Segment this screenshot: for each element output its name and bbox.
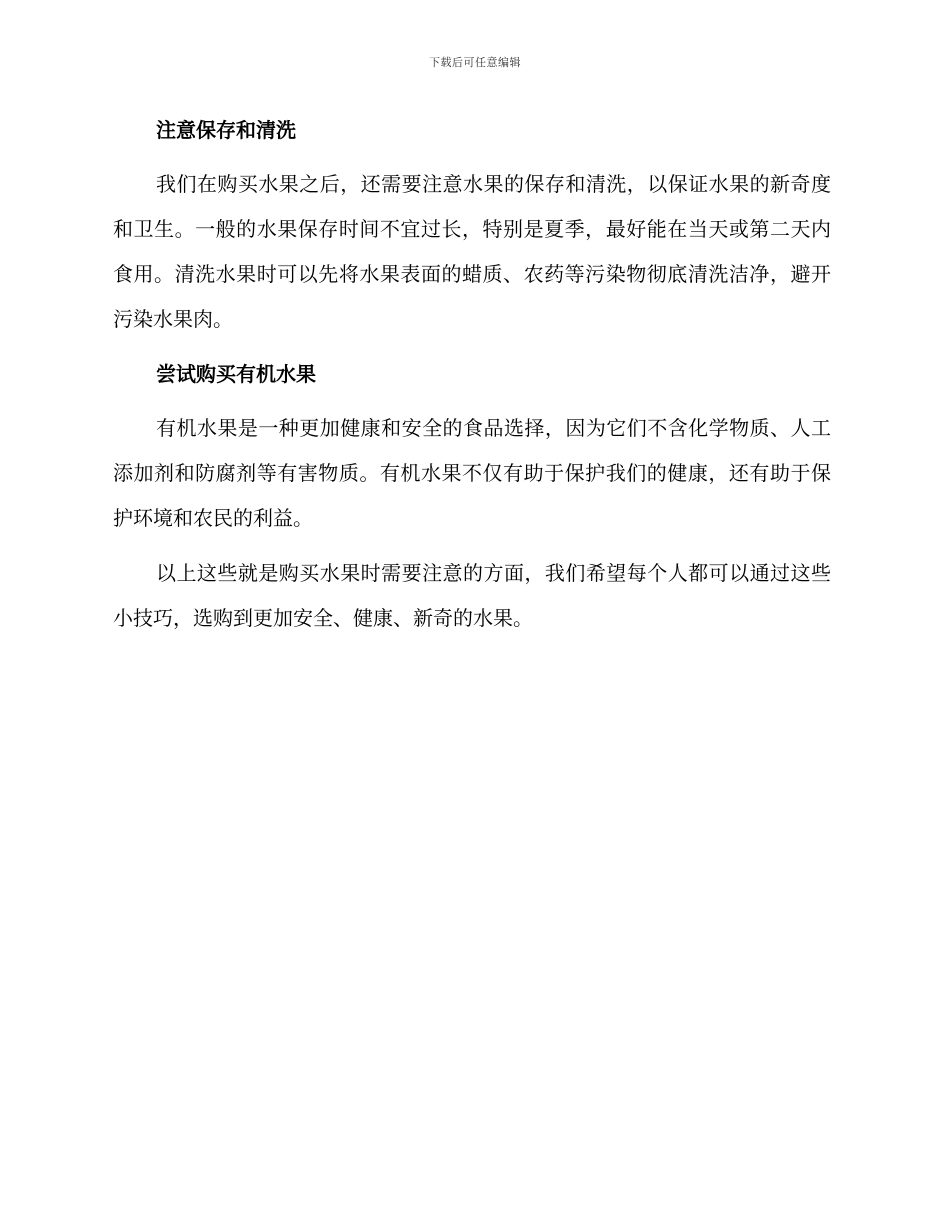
document-body xyxy=(113,108,831,651)
section-paragraph-storage: 我们在购买水果之后，还需要注意水果的保存和清洗，以保证水果的新奇度和卫生。一般的水果保存时间不宜过长，特别是夏季，最好能在当天或第二天内食用。清洗水果时可以先将水果表面的蜡质、农药等污染物彻底清洗洁净，避开污染水果肉。 xyxy=(113,172,831,331)
conclusion-paragraph: 以上这些就是购买水果时需要注意的方面，我们希望每个人都可以通过这些小技巧，选购到更加安全、健康、新奇的水果。 xyxy=(113,561,831,630)
header-note: 下载后可任意编辑 xyxy=(429,56,521,69)
section-heading-storage: 注意保存和清洗 xyxy=(156,118,296,142)
section-heading-organic: 尝试购买有机水果 xyxy=(156,362,316,386)
section-paragraph-organic: 有机水果是一种更加健康和安全的食品选择，因为它们不含化学物质、人工添加剂和防腐剂等有害物质。有机水果不仅有助于保护我们的健康，还有助于保护环境和农民的利益。 xyxy=(113,416,831,530)
